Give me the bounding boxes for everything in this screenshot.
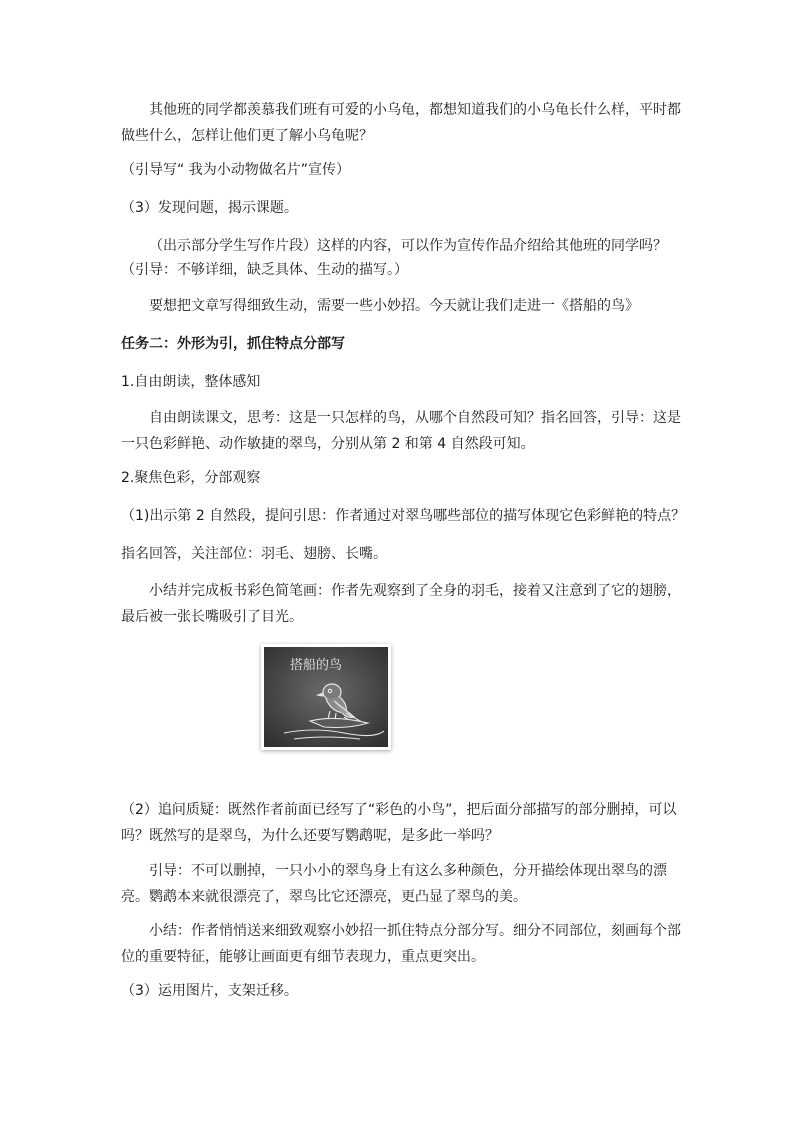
chalk-title: 搭船的鸟 <box>290 658 343 673</box>
paragraph-13: 小结：作者悄悄送来细致观察小妙招一抓住特点分部分写。细分不同部位，刻画每个部位的重要特征，能够让画面更有细节表现力，重点更突出。 <box>121 923 681 965</box>
paragraph-11: （2）追问质疑：既然作者前面已经写了“彩色的小鸟”，把后面分部描写的部分删掉，可以吗？既然写的是翠鸟，为什么还要写鹦鹉呢，是多此一举吗？ <box>121 802 677 844</box>
paragraph-4: （出示部分学生写作片段）这样的内容，可以作为宣传作品介绍给其他班的同学吗？ <box>149 238 667 254</box>
paragraph-8: （1)出示第 2 自然段，提问引思：作者通过对翠鸟哪些部位的描写体现它色彩鲜艳的特点？ <box>121 508 686 524</box>
chalkboard-drawing <box>264 647 388 747</box>
chalkboard-bird-figure <box>261 644 391 750</box>
subheading-2: 2.聚焦色彩，分部观察 <box>121 470 261 486</box>
paragraph-12: 引导：不可以删掉，一只小小的翠鸟身上有这么多种颜色，分开描绘体现出翠鸟的漂亮。鹦鹉本来就很漂亮了，翠鸟比它还漂亮，更凸显了翠鸟的美。 <box>121 863 667 905</box>
section-heading-task2: 任务二：外形为引，抓住特点分部写 <box>121 336 345 352</box>
paragraph-7: 自由朗读课文，思考：这是一只怎样的鸟，从哪个自然段可知？指名回答，引导：这是一只色彩鲜艳、动作敏捷的翠鸟，分别从第 2 和第 4 自然段可知。 <box>121 410 681 452</box>
paragraph-9: 指名回答，关注部位：羽毛、翅膀、长嘴。 <box>121 546 387 562</box>
paragraph-14: （3）运用图片，支架迁移。 <box>121 983 298 999</box>
paragraph-6: 要想把文章写得细致生动，需要一些小妙招。今天就让我们走进一《搭船的鸟》 <box>149 298 639 314</box>
paragraph-10: 小结并完成板书彩色简笔画：作者先观察到了全身的羽毛，接着又注意到了它的翅膀，最后被一张长嘴吸引了目光。 <box>121 583 681 625</box>
subheading-1: 1.自由朗读，整体感知 <box>121 374 261 390</box>
paragraph-3: （3）发现问题，揭示课题。 <box>121 200 298 216</box>
paragraph-2: （引导写“ 我为小动物做名片”宣传） <box>121 162 350 178</box>
paragraph-5: （引导：不够详细，缺乏具体、生动的描写。） <box>121 262 408 278</box>
paragraph-1: 其他班的同学都羡慕我们班有可爱的小乌龟，都想知道我们的小乌龟长什么样，平时都做些什么，怎样让他们更了解小乌龟呢？ <box>121 102 681 144</box>
